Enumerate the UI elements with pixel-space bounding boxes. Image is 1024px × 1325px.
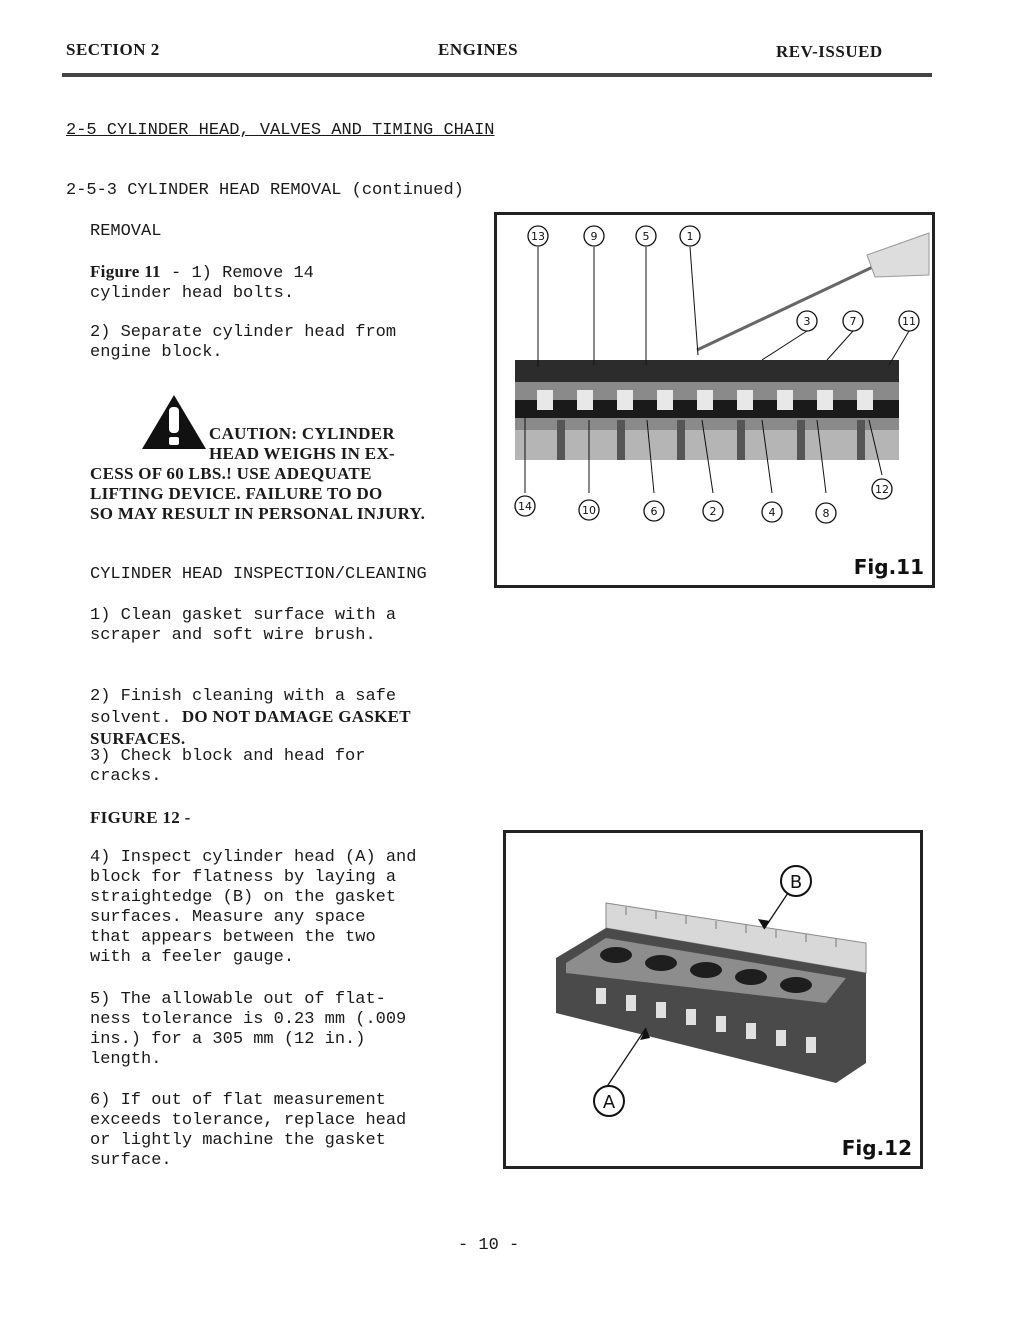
removal-step1 [90, 262, 314, 304]
cylinder-head-callout-a: A [602, 1092, 616, 1113]
warning-icon [140, 393, 208, 451]
inspection-step5: 5) The allowable out of flat- ness tolerance is 0.23 mm (.009 ins.) for a 305 mm (12 in.) length. [90, 990, 407, 1069]
figure-12 [503, 830, 923, 1169]
cylinder-head-bolt-sequence-image [497, 215, 932, 585]
inspection-step2-warning-end: SURFACES. [90, 729, 186, 748]
figure-12-label: Fig.12 [841, 1136, 912, 1160]
header-rule [62, 73, 932, 77]
removal-heading: REMOVAL [90, 222, 162, 241]
inspection-step2 [90, 667, 411, 751]
inspection-step2-text: 2) Finish cleaning with a safe solvent. [90, 687, 397, 728]
revision-label: REV-ISSUED [776, 42, 883, 61]
figure-11 [494, 212, 935, 588]
removal-step1-text: - 1) Remove 14 cylinder head bolts. [90, 264, 314, 303]
inspection-heading: CYLINDER HEAD INSPECTION/CLEANING [90, 565, 427, 584]
bolt-callout-10: 10 [582, 504, 596, 517]
inspection-step3: 3) Check block and head for cracks. [90, 747, 366, 786]
bolt-callout-11: 11 [902, 315, 916, 328]
bolt-callout-4: 4 [768, 506, 776, 519]
bolt-callout-1: 1 [686, 230, 694, 243]
subsection-title: 2-5-3 CYLINDER HEAD REMOVAL (continued) [66, 181, 464, 200]
caution-lead: CAUTION: CYLINDER HEAD WEIGHS IN EX- [209, 424, 395, 463]
caution-text: CESS OF 60 LBS.! USE ADEQUATE LIFTING DEVICE. FAILURE TO DO SO MAY RESULT IN PERSONAL INJURY. [90, 464, 426, 523]
inspection-step4: 4) Inspect cylinder head (A) and block for flatness by laying a straightedge (B) on the gasket surfaces. Measure any space that appears between the two with a feeler gauge. [90, 848, 417, 967]
inspection-step1: 1) Clean gasket surface with a scraper and soft wire brush. [90, 606, 397, 645]
bolt-callout-14: 14 [518, 500, 532, 513]
bolt-callout-3: 3 [803, 315, 811, 328]
page-number: - 10 - [458, 1236, 520, 1255]
bolt-callout-9: 9 [590, 230, 598, 243]
bolt-callout-6: 6 [650, 505, 658, 518]
section-title: 2-5 CYLINDER HEAD, VALVES AND TIMING CHAIN [66, 121, 495, 140]
bolt-callout-2: 2 [709, 505, 717, 518]
figure-11-label: Fig.11 [853, 555, 924, 579]
bolt-callout-13: 13 [531, 230, 545, 243]
bolt-callout-5: 5 [642, 230, 650, 243]
section-label: SECTION 2 [66, 40, 160, 59]
straightedge-flatness-check-image [506, 833, 920, 1166]
bolt-callout-12: 12 [875, 483, 889, 496]
bolt-callout-8: 8 [822, 507, 830, 520]
bolt-callout-7: 7 [849, 315, 857, 328]
removal-step2: 2) Separate cylinder head from engine block. [90, 323, 397, 362]
inspection-step6: 6) If out of flat measurement exceeds tolerance, replace head or lightly machine the gasket surface. [90, 1091, 407, 1170]
inspection-step2-warning: DO NOT DAMAGE GASKET [181, 707, 411, 726]
figure-12-ref: FIGURE 12 - [90, 808, 191, 827]
straightedge-callout-b: B [789, 872, 803, 893]
chapter-label: ENGINES [438, 40, 519, 59]
figure-11-ref: Figure 11 [90, 262, 161, 281]
